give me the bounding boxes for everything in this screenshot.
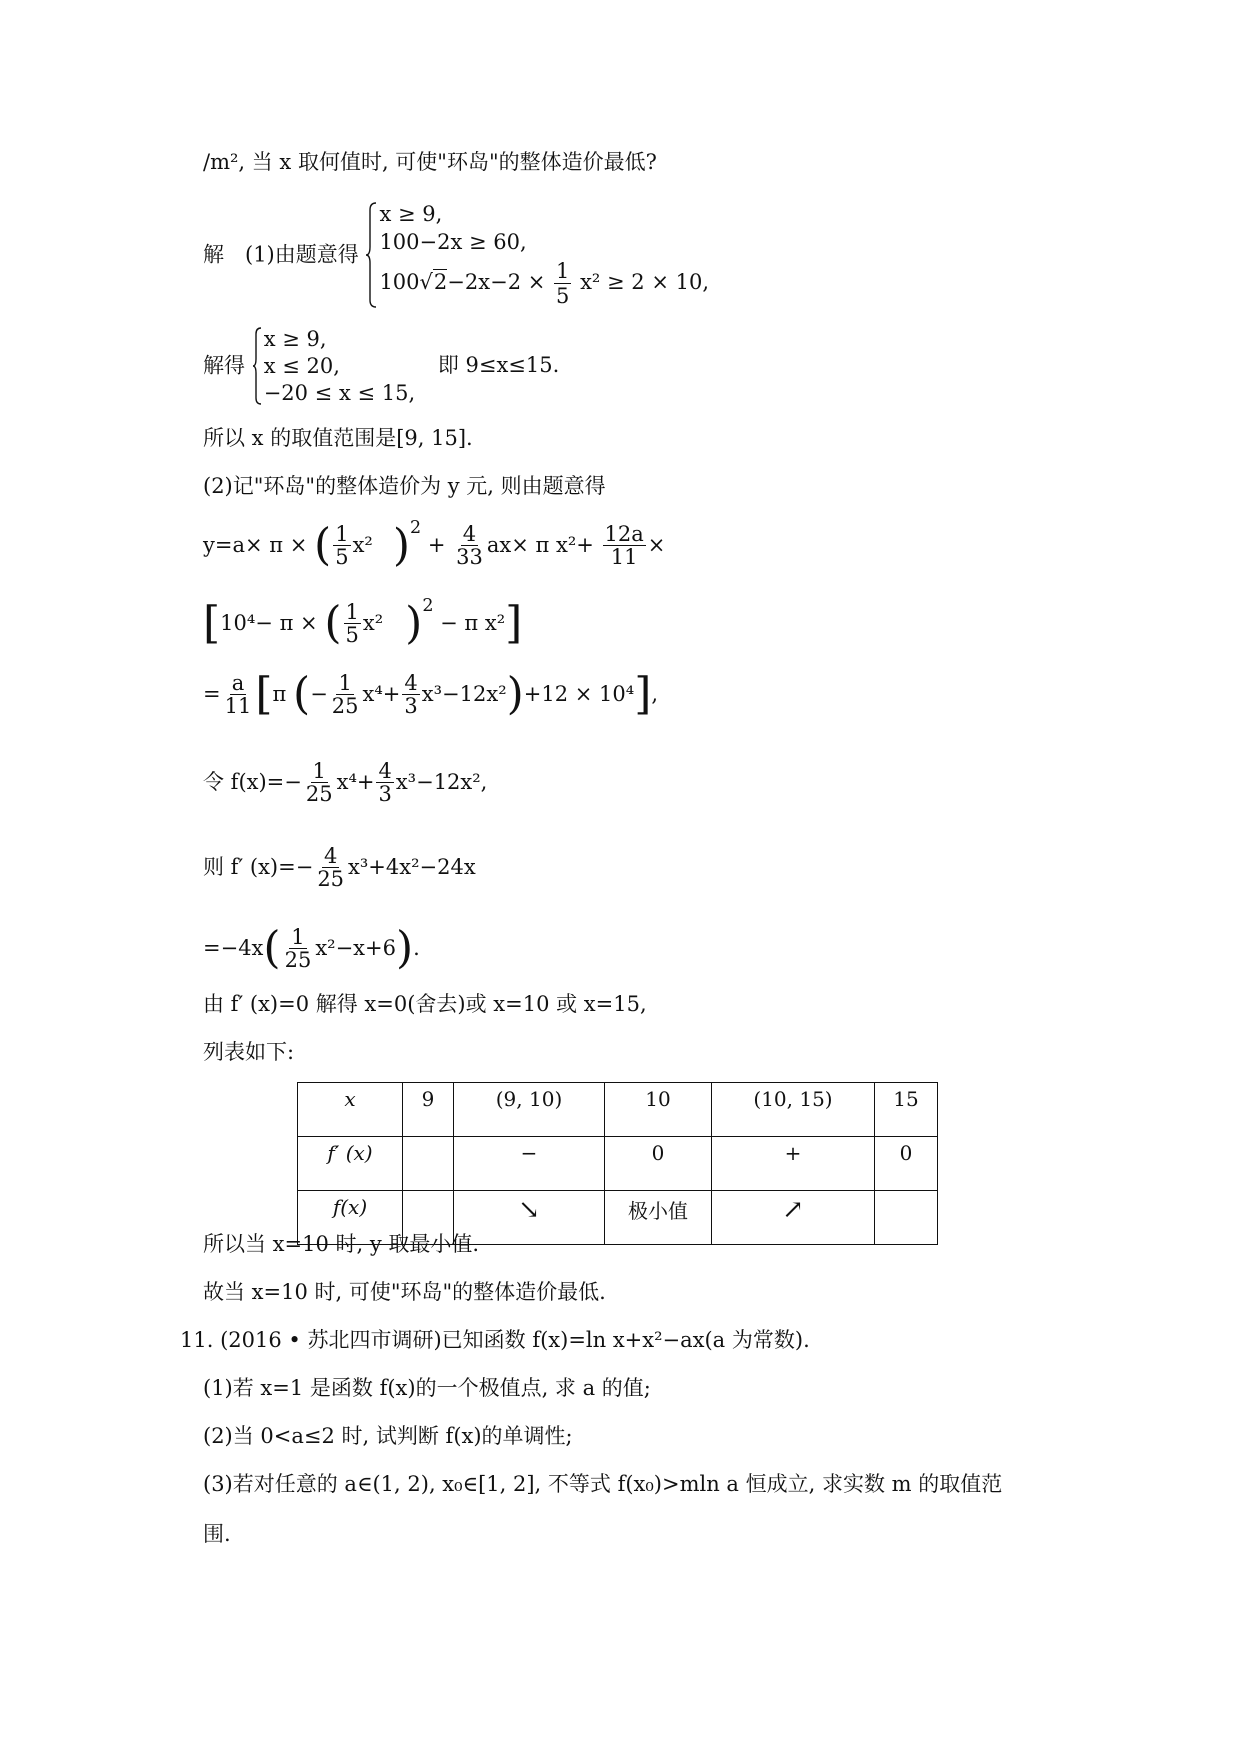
table-row xyxy=(298,1137,938,1191)
constraint-row-3: 100√2−2x−2 × $\frac{1}{5}$ x² ≥ 2 × 10, xyxy=(379,258,709,308)
table-cell: 极小值 xyxy=(605,1191,712,1245)
equation-derivative-factored: =−4x( $\frac{1}{25}$ x²−x+6). xyxy=(203,922,420,974)
solved-row-1: x ≥ 9, xyxy=(263,327,327,351)
table-cell: 0 xyxy=(875,1137,938,1191)
table-cell: 10 xyxy=(605,1083,712,1137)
table-cell: 9 xyxy=(403,1083,454,1137)
left-brace-icon xyxy=(365,202,377,308)
problem-11-part1: (1)若 x=1 是函数 f(x)的一个极值点, 求 a 的值; xyxy=(203,1376,651,1400)
part2-intro: (2)记"环岛"的整体造价为 y 元, 则由题意得 xyxy=(203,474,606,498)
table-cell: + xyxy=(712,1137,875,1191)
equation-f-def: 令 f(x)=− $\frac{1}{25}$ x⁴+ $\frac{4}{3}$ x³−12x², xyxy=(203,759,488,807)
problem-11-part3-cont: 围. xyxy=(203,1522,231,1546)
equation-expanded: = $\frac{a}{11}$ [π (− $\frac{1}{25}$ x⁴+ $\frac{4}{3}$ x³−12x²)+12 × 10⁴], xyxy=(203,668,659,720)
table-cell: 0 xyxy=(605,1137,712,1191)
problem-11-part3: (3)若对任意的 a∈(1, 2), x₀∈[1, 2], 不等式 f(x₀)>mln a 恒成立, 求实数 m 的取值范 xyxy=(203,1472,1003,1496)
solve-line: 由 f′ (x)=0 解得 x=0(舍去)或 x=10 或 x=15, xyxy=(203,992,647,1016)
table-intro: 列表如下: xyxy=(203,1040,295,1064)
table-cell: f(x) xyxy=(298,1191,403,1245)
solution-part1-label: 解 (1)由题意得 xyxy=(203,242,359,267)
table-cell xyxy=(403,1137,454,1191)
constraint-row-2: 100−2x ≥ 60, xyxy=(379,230,527,255)
table-cell: (9, 10) xyxy=(454,1083,605,1137)
problem-11-part2: (2)当 0<a≤2 时, 试判断 f(x)的单调性; xyxy=(203,1424,573,1448)
solved-system xyxy=(252,327,415,405)
equation-derivative: 则 f′ (x)=− $\frac{4}{25}$ x³+4x²−24x xyxy=(203,844,476,892)
table-cell: − xyxy=(454,1137,605,1191)
equation-y: y=a× π × ( $\frac{1}{5}$ x² )$^2$ + $\frac{4}{33}$ ax× π x²+ $\frac{12a}{11}$ × xyxy=(203,518,666,571)
solved-row-2: x ≤ 20, xyxy=(263,353,340,378)
constraint-system xyxy=(365,202,709,308)
problem-11-statement: 11. (2016 • 苏北四市调研)已知函数 f(x)=ln x+x²−ax(a 为常数). xyxy=(180,1328,810,1352)
table-cell: x xyxy=(298,1083,403,1137)
solution-part1b-label: 解得 xyxy=(203,353,245,378)
table-cell: (10, 15) xyxy=(712,1083,875,1137)
fraction: $\frac{1}{5}$ xyxy=(556,258,570,308)
solved-row-3: −20 ≤ x ≤ 15, xyxy=(263,380,416,405)
range-line: 所以 x 的取值范围是[9, 15]. xyxy=(203,426,473,450)
solution-part1b xyxy=(203,327,559,405)
constraint-row-1: x ≥ 9, xyxy=(379,202,443,226)
decreasing-arrow-icon: ↘ xyxy=(518,1195,540,1225)
table-cell: f′ (x) xyxy=(298,1137,403,1191)
table-cell: 15 xyxy=(875,1083,938,1137)
solution-part1 xyxy=(203,202,709,308)
table-row xyxy=(298,1083,938,1137)
monotonicity-table xyxy=(297,1082,938,1245)
conclusion-1: 所以当 x=10 时, y 取最小值. xyxy=(203,1232,480,1256)
table-cell xyxy=(875,1191,938,1245)
table-cell xyxy=(712,1191,875,1245)
problem-continuation: /m², 当 x 取何值时, 可使"环岛"的整体造价最低? xyxy=(203,150,657,174)
increasing-arrow-icon: ↗ xyxy=(782,1195,804,1225)
range-result: 即 9≤x≤15. xyxy=(437,353,560,378)
conclusion-2: 故当 x=10 时, 可使"环岛"的整体造价最低. xyxy=(203,1280,606,1304)
left-brace-icon xyxy=(252,327,262,405)
equation-bracket: [10⁴− π × ( $\frac{1}{5}$ x² )$^2$ − π x²] xyxy=(203,596,523,649)
